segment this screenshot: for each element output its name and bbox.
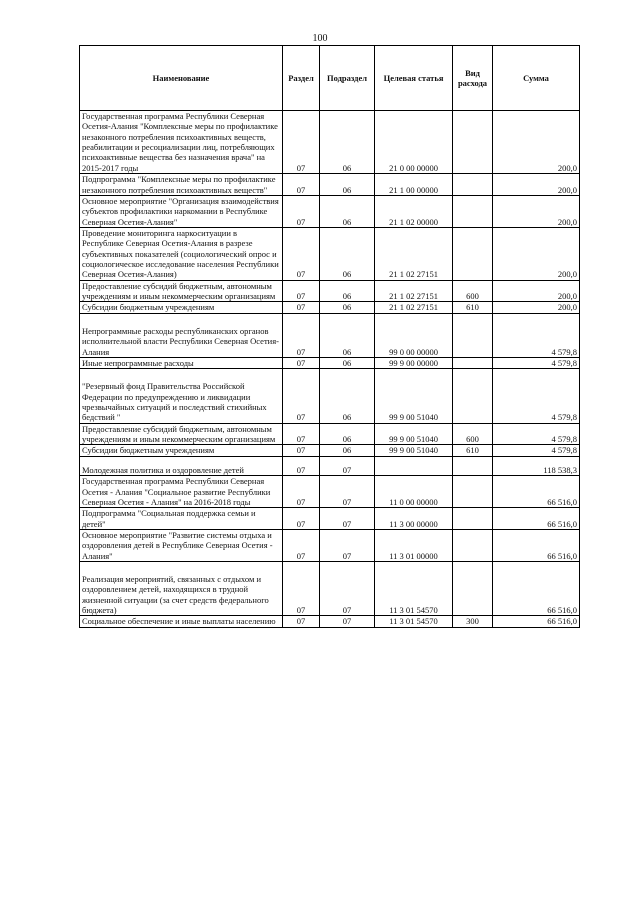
cell-target: 21 1 02 00000: [375, 195, 453, 227]
cell-podrazdel: 07: [320, 476, 375, 508]
cell-name: Проведение мониторинга наркоситуации в Республике Северная Осетия-Алания в разрезе субъективных показателей (социологический опрос и социологическое исследование населения Республики Северная Осетия-Алания): [80, 227, 283, 280]
cell-razdel: 07: [283, 227, 320, 280]
cell-target: 99 9 00 51040: [375, 445, 453, 456]
header-name: Наименование: [80, 46, 283, 111]
cell-vid: [453, 562, 493, 616]
cell-razdel: 07: [283, 195, 320, 227]
header-sum: Сумма: [493, 46, 580, 111]
cell-vid: [453, 369, 493, 423]
cell-podrazdel: 06: [320, 280, 375, 302]
table-row: [80, 456, 580, 475]
header-vid: Вид расхода: [453, 46, 493, 111]
cell-podrazdel: 06: [320, 445, 375, 456]
cell-target: 11 0 00 00000: [375, 476, 453, 508]
cell-podrazdel: 06: [320, 369, 375, 423]
cell-podrazdel: 06: [320, 227, 375, 280]
cell-razdel: 07: [283, 174, 320, 196]
cell-sum: 66 516,0: [493, 476, 580, 508]
cell-target: 99 9 00 51040: [375, 423, 453, 445]
cell-podrazdel: 06: [320, 195, 375, 227]
cell-sum: 4 579,8: [493, 357, 580, 368]
cell-vid: [453, 111, 493, 174]
table-row: [80, 445, 580, 456]
table-row: [80, 111, 580, 174]
cell-sum: 66 516,0: [493, 508, 580, 530]
cell-name: Подпрограмма "Комплексные меры по профилактике незаконного потребления психоактивных веществ": [80, 174, 283, 196]
cell-vid: [453, 508, 493, 530]
cell-razdel: 07: [283, 562, 320, 616]
cell-razdel: 07: [283, 313, 320, 357]
cell-name: Иные непрограммные расходы: [80, 357, 283, 368]
cell-podrazdel: 06: [320, 302, 375, 313]
cell-target: 99 9 00 51040: [375, 369, 453, 423]
table-row: [80, 562, 580, 616]
cell-vid: 610: [453, 445, 493, 456]
cell-podrazdel: 06: [320, 357, 375, 368]
cell-sum: 200,0: [493, 280, 580, 302]
cell-podrazdel: 06: [320, 174, 375, 196]
cell-target: 21 1 00 00000: [375, 174, 453, 196]
cell-vid: [453, 174, 493, 196]
cell-podrazdel: 07: [320, 616, 375, 627]
table-row: [80, 369, 580, 423]
cell-vid: [453, 195, 493, 227]
cell-razdel: 07: [283, 529, 320, 561]
table-row: [80, 302, 580, 313]
header-podrazdel: Подраздел: [320, 46, 375, 111]
cell-podrazdel: 07: [320, 508, 375, 530]
table-row: [80, 174, 580, 196]
cell-sum: 4 579,8: [493, 445, 580, 456]
cell-sum: 118 538,3: [493, 456, 580, 475]
table-row: [80, 280, 580, 302]
cell-target: 11 3 01 54570: [375, 616, 453, 627]
cell-target: 21 0 00 00000: [375, 111, 453, 174]
cell-name: Государственная программа Республики Северная Осетия - Алания "Социальное развитие Республики Северная Осетия - Алания" на 2016-2018 годы: [80, 476, 283, 508]
cell-razdel: 07: [283, 616, 320, 627]
cell-name: Субсидии бюджетным учреждениям: [80, 302, 283, 313]
page-number: 100: [312, 33, 328, 44]
cell-razdel: 07: [283, 476, 320, 508]
table-row: [80, 508, 580, 530]
cell-target: [375, 456, 453, 475]
table-row: [80, 313, 580, 357]
table-header-row: [80, 46, 580, 111]
budget-table: [79, 45, 580, 628]
cell-razdel: 07: [283, 280, 320, 302]
cell-vid: [453, 476, 493, 508]
cell-podrazdel: 06: [320, 423, 375, 445]
cell-razdel: 07: [283, 111, 320, 174]
cell-sum: 200,0: [493, 302, 580, 313]
cell-name: Предоставление субсидий бюджетным, автономным учреждениям и иным некоммерческим организациям: [80, 280, 283, 302]
cell-name: Основное мероприятие "Организация взаимодействия субъектов профилактики наркомании в Республике Северная Осетия-Алания": [80, 195, 283, 227]
cell-razdel: 07: [283, 445, 320, 456]
cell-razdel: 07: [283, 456, 320, 475]
cell-target: 21 1 02 27151: [375, 302, 453, 313]
cell-sum: 200,0: [493, 227, 580, 280]
cell-vid: 610: [453, 302, 493, 313]
cell-sum: 200,0: [493, 195, 580, 227]
header-target: Целевая статья: [375, 46, 453, 111]
cell-name: Социальное обеспечение и иные выплаты населению: [80, 616, 283, 627]
cell-target: 99 0 00 00000: [375, 313, 453, 357]
cell-sum: 66 516,0: [493, 529, 580, 561]
cell-vid: [453, 529, 493, 561]
cell-name: Основное мероприятие "Развитие системы отдыха и оздоровления детей в Республике Северная Осетия - Алания": [80, 529, 283, 561]
cell-sum: 4 579,8: [493, 369, 580, 423]
cell-sum: 200,0: [493, 174, 580, 196]
cell-sum: 4 579,8: [493, 313, 580, 357]
cell-razdel: 07: [283, 423, 320, 445]
cell-name: Субсидии бюджетным учреждениям: [80, 445, 283, 456]
cell-sum: 200,0: [493, 111, 580, 174]
cell-target: 21 1 02 27151: [375, 227, 453, 280]
cell-vid: [453, 357, 493, 368]
table-row: [80, 423, 580, 445]
cell-razdel: 07: [283, 508, 320, 530]
table-row: [80, 616, 580, 627]
cell-name: Предоставление субсидий бюджетным, автономным учреждениям и иным некоммерческим организациям: [80, 423, 283, 445]
header-razdel: Раздел: [283, 46, 320, 111]
cell-razdel: 07: [283, 357, 320, 368]
cell-podrazdel: 06: [320, 313, 375, 357]
cell-podrazdel: 06: [320, 111, 375, 174]
table-body: [80, 111, 580, 628]
cell-sum: 4 579,8: [493, 423, 580, 445]
cell-podrazdel: 07: [320, 529, 375, 561]
cell-podrazdel: 07: [320, 456, 375, 475]
cell-target: 11 3 01 54570: [375, 562, 453, 616]
table-row: [80, 529, 580, 561]
cell-podrazdel: 07: [320, 562, 375, 616]
cell-target: 21 1 02 27151: [375, 280, 453, 302]
cell-name: Государственная программа Республики Северная Осетия-Алания "Комплексные меры по профилактике незаконного потребления психоактивных веществ, реабилитации и ресоциализации лиц, потребляющих психоактивные вещества без назначения врача" на 2015-2017 годы: [80, 111, 283, 174]
cell-vid: [453, 227, 493, 280]
cell-vid: 300: [453, 616, 493, 627]
table-row: [80, 227, 580, 280]
cell-razdel: 07: [283, 302, 320, 313]
cell-vid: 600: [453, 423, 493, 445]
table-row: [80, 195, 580, 227]
cell-razdel: 07: [283, 369, 320, 423]
cell-sum: 66 516,0: [493, 562, 580, 616]
cell-target: 11 3 01 00000: [375, 529, 453, 561]
cell-name: Подпрограмма "Социальная поддержка семьи и детей": [80, 508, 283, 530]
cell-sum: 66 516,0: [493, 616, 580, 627]
cell-name: Молодежная политика и оздоровление детей: [80, 456, 283, 475]
cell-name: Непрограммные расходы республиканских органов исполнительной власти Республики Северная Осетия-Алания: [80, 313, 283, 357]
cell-name: "Резервный фонд Правительства Российской Федерации по предупреждению и ликвидации чрезвычайных ситуаций и последствий стихийных бедствий ": [80, 369, 283, 423]
cell-vid: 600: [453, 280, 493, 302]
cell-name: Реализация мероприятий, связанных с отдыхом и оздоровлением детей, находящихся в трудной жизненной ситуации (за счет средств федерального бюджета): [80, 562, 283, 616]
cell-target: 11 3 00 00000: [375, 508, 453, 530]
cell-target: 99 9 00 00000: [375, 357, 453, 368]
cell-vid: [453, 456, 493, 475]
table-row: [80, 357, 580, 368]
table-row: [80, 476, 580, 508]
cell-vid: [453, 313, 493, 357]
